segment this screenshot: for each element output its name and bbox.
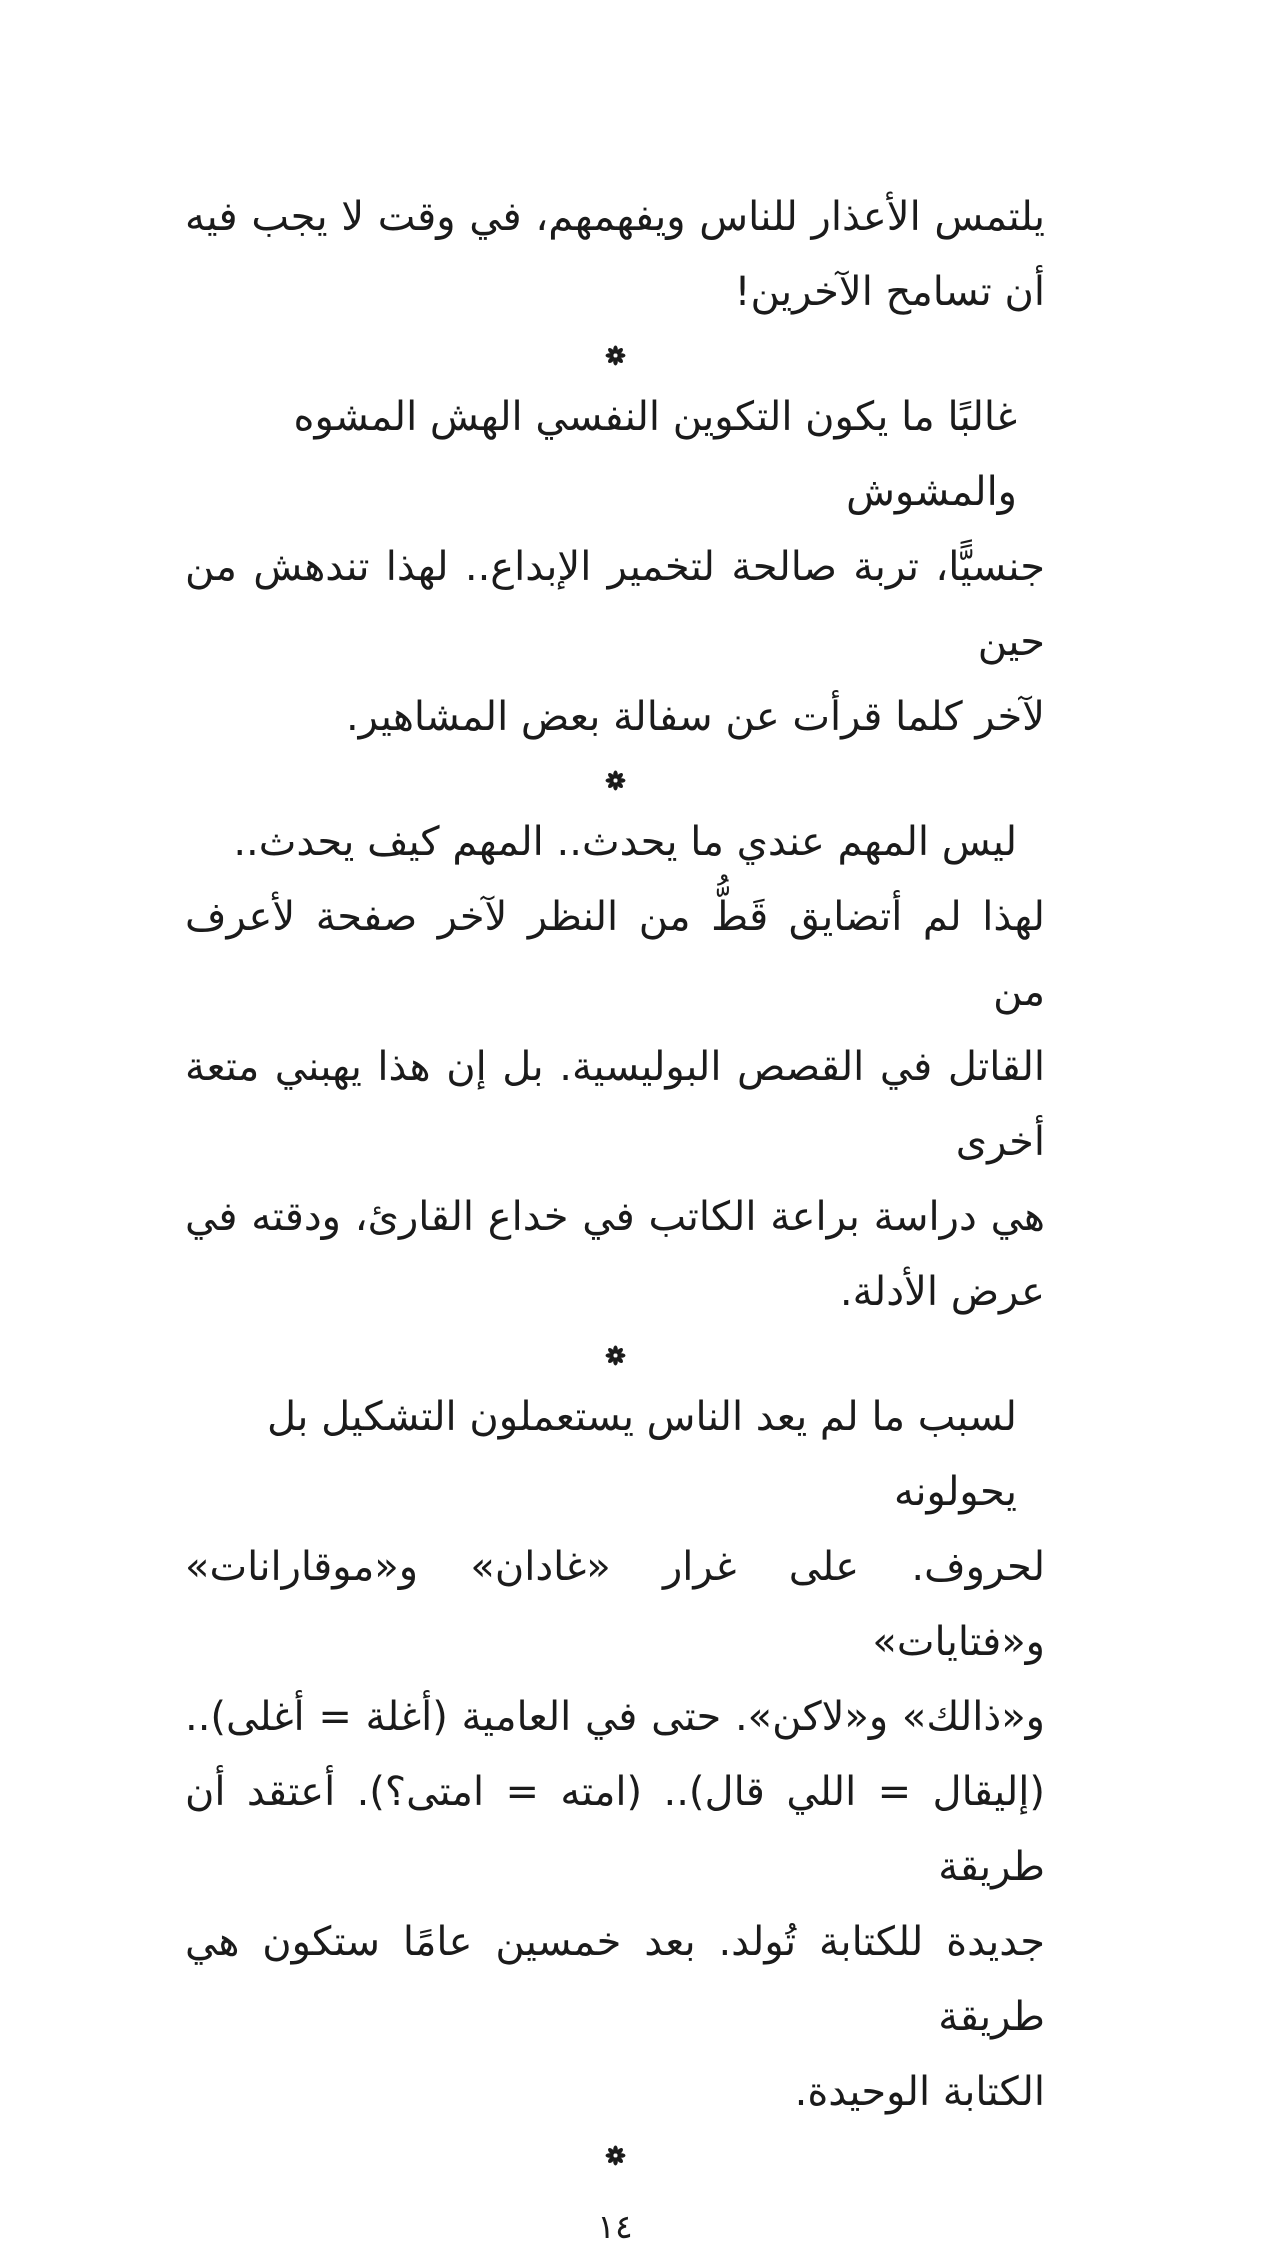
text-line: يلتمس الأعذار للناس ويفهمهم، في وقت لا يجب فيه bbox=[185, 194, 1045, 240]
text-line: (إليقال = اللي قال).. (امته = امتى؟). أعتقد أن طريقة bbox=[185, 1769, 1045, 1890]
text-line: القاتل في القصص البوليسية. بل إن هذا يهبني متعة أخرى bbox=[185, 1044, 1045, 1165]
paragraph bbox=[185, 380, 1045, 755]
asterisk-icon bbox=[604, 344, 627, 367]
asterisk-icon bbox=[604, 769, 627, 792]
page-number: ١٤ bbox=[597, 2207, 633, 2246]
text-line: لسبب ما لم يعد الناس يستعملون التشكيل بل يحولونه bbox=[267, 1394, 1017, 1515]
text-line: أن تسامح الآخرين! bbox=[734, 269, 1045, 315]
text-line: و«ذالك» و«لاكن». حتى في العامية (أغلة = أغلى).. bbox=[185, 1694, 1045, 1740]
text-line: جديدة للكتابة تُولد. بعد خمسين عامًا ستكون هي طريقة bbox=[185, 1919, 1045, 2040]
paragraph bbox=[185, 1380, 1045, 2130]
text-line: جنسيًّا، تربة صالحة لتخمير الإبداع.. لهذا تندهش من حين bbox=[185, 544, 1045, 665]
text-line: عرض الأدلة. bbox=[839, 1269, 1045, 1315]
section-divider bbox=[185, 330, 1045, 380]
text-line: الكتابة الوحيدة. bbox=[794, 2069, 1045, 2115]
asterisk-icon bbox=[604, 1344, 627, 1367]
section-divider bbox=[185, 2130, 1045, 2180]
text-line: غالبًا ما يكون التكوين النفسي الهش المشوه والمشوش bbox=[293, 394, 1017, 515]
text-line: لهذا لم أتضايق قَطُّ من النظر لآخر صفحة لأعرف من bbox=[185, 894, 1045, 1015]
paragraph bbox=[185, 180, 1045, 330]
text-line: لآخر كلما قرأت عن سفالة بعض المشاهير. bbox=[345, 694, 1045, 740]
text-line: لحروف. على غرار «غادان» و«موقارانات» و«فتايات» bbox=[185, 1544, 1045, 1665]
asterisk-icon bbox=[604, 2144, 627, 2167]
section-divider bbox=[185, 755, 1045, 805]
paragraph bbox=[185, 805, 1045, 1330]
section-divider bbox=[185, 1330, 1045, 1380]
text-line: هي دراسة براعة الكاتب في خداع القارئ، ودقته في bbox=[185, 1194, 1045, 1240]
text-line: ليس المهم عندي ما يحدث.. المهم كيف يحدث.. bbox=[233, 819, 1017, 865]
